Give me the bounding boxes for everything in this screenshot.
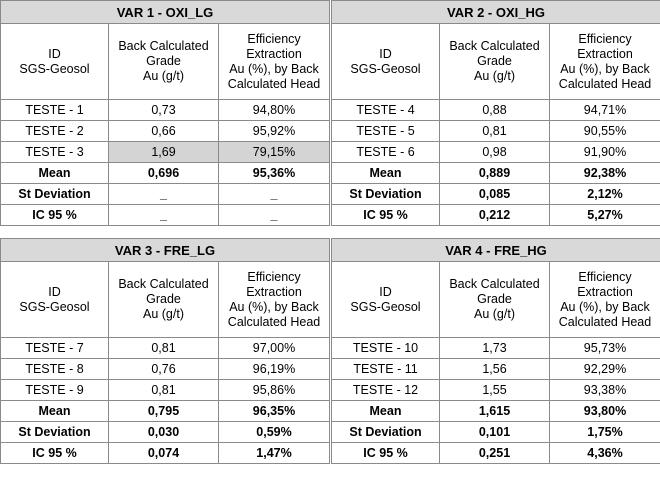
test-id: TESTE - 4: [332, 100, 440, 121]
header-efficiency-line: Efficiency: [247, 269, 301, 284]
stat-label: Mean: [332, 401, 440, 422]
header-efficiency-line: Calculated Head: [227, 76, 321, 91]
stat-row: [332, 422, 660, 443]
stat-grade: 0,795: [109, 401, 219, 422]
header-grade: [109, 24, 219, 100]
grade-value: 1,69: [109, 142, 219, 163]
header-grade-line: Au (g/t): [474, 307, 515, 321]
stat-label: St Deviation: [1, 422, 109, 443]
stat-row: [1, 184, 330, 205]
column-header-row: [332, 262, 660, 338]
header-id-line: ID: [48, 284, 61, 299]
stat-efficiency: _: [219, 184, 330, 205]
stat-grade: 0,212: [440, 205, 550, 226]
panel-4: [331, 238, 660, 464]
header-id: [1, 262, 109, 338]
header-id: [332, 24, 440, 100]
test-id: TESTE - 1: [1, 100, 109, 121]
header-efficiency-line: Calculated Head: [227, 314, 321, 329]
table-row: [332, 121, 660, 142]
header-grade-line: Grade: [146, 292, 181, 306]
stat-grade: _: [109, 184, 219, 205]
stat-efficiency: 2,12%: [550, 184, 660, 205]
header-grade-line: Grade: [146, 54, 181, 68]
stat-label: IC 95 %: [332, 205, 440, 226]
header-efficiency-line: Au (%), by Back: [560, 61, 650, 76]
table-row: [1, 100, 330, 121]
header-grade-line: Back Calculated: [118, 39, 209, 53]
header-grade-line: Back Calculated: [449, 39, 540, 53]
efficiency-value: 94,80%: [219, 100, 330, 121]
stat-row: [332, 184, 660, 205]
stat-efficiency: 5,27%: [550, 205, 660, 226]
stat-grade: 0,101: [440, 422, 550, 443]
stat-row: [1, 443, 330, 464]
header-efficiency: [550, 262, 660, 338]
panel-title-row: [332, 1, 660, 24]
stat-efficiency: 4,36%: [550, 443, 660, 464]
test-id: TESTE - 5: [332, 121, 440, 142]
stat-row: [1, 401, 330, 422]
header-grade: [440, 262, 550, 338]
header-id-line: ID: [379, 46, 392, 61]
stat-label: St Deviation: [332, 184, 440, 205]
efficiency-value: 95,73%: [550, 338, 660, 359]
panel-title: VAR 3 - FRE_LG: [1, 239, 330, 262]
table-row: [332, 142, 660, 163]
header-grade: [109, 262, 219, 338]
header-grade: [440, 24, 550, 100]
header-efficiency-line: Extraction: [577, 284, 633, 299]
header-efficiency-line: Calculated Head: [558, 76, 652, 91]
stat-efficiency: 95,36%: [219, 163, 330, 184]
efficiency-value: 79,15%: [219, 142, 330, 163]
stat-row: [332, 163, 660, 184]
header-grade-line: Grade: [477, 292, 512, 306]
header-grade-line: Au (g/t): [143, 69, 184, 83]
test-id: TESTE - 6: [332, 142, 440, 163]
header-efficiency-line: Au (%), by Back: [560, 299, 650, 314]
header-id-line: SGS-Geosol: [350, 299, 421, 314]
test-id: TESTE - 11: [332, 359, 440, 380]
stat-grade: 1,615: [440, 401, 550, 422]
stat-grade: 0,074: [109, 443, 219, 464]
stat-row: [332, 205, 660, 226]
header-efficiency-line: Extraction: [577, 46, 633, 61]
table-row: [332, 359, 660, 380]
header-id: [1, 24, 109, 100]
table-row: [332, 338, 660, 359]
header-efficiency-line: Au (%), by Back: [229, 299, 319, 314]
table-row: [1, 359, 330, 380]
table-row: [1, 338, 330, 359]
stat-efficiency: 1,47%: [219, 443, 330, 464]
header-id-line: ID: [48, 46, 61, 61]
grade-value: 1,55: [440, 380, 550, 401]
efficiency-value: 91,90%: [550, 142, 660, 163]
table-row: [1, 380, 330, 401]
column-header-row: [1, 262, 330, 338]
header-efficiency-line: Efficiency: [578, 31, 632, 46]
header-efficiency: [219, 262, 330, 338]
table-row: [332, 100, 660, 121]
grade-value: 0,81: [109, 380, 219, 401]
stat-label: IC 95 %: [1, 443, 109, 464]
test-id: TESTE - 8: [1, 359, 109, 380]
stat-label: Mean: [1, 401, 109, 422]
table-row: [1, 142, 330, 163]
efficiency-value: 94,71%: [550, 100, 660, 121]
efficiency-value: 95,86%: [219, 380, 330, 401]
panel-3: [0, 238, 330, 464]
stat-grade: _: [109, 205, 219, 226]
panel-title: VAR 1 - OXI_LG: [1, 1, 330, 24]
header-grade-line: Au (g/t): [474, 69, 515, 83]
panel-title-row: [1, 1, 330, 24]
grade-value: 0,76: [109, 359, 219, 380]
header-efficiency-line: Calculated Head: [558, 314, 652, 329]
header-grade-line: Back Calculated: [118, 277, 209, 291]
grade-value: 0,81: [109, 338, 219, 359]
grade-value: 0,81: [440, 121, 550, 142]
efficiency-value: 90,55%: [550, 121, 660, 142]
test-id: TESTE - 10: [332, 338, 440, 359]
stat-label: IC 95 %: [1, 205, 109, 226]
header-grade-line: Au (g/t): [143, 307, 184, 321]
header-efficiency-line: Extraction: [246, 46, 302, 61]
stat-label: St Deviation: [332, 422, 440, 443]
stat-grade: 0,889: [440, 163, 550, 184]
grade-value: 0,66: [109, 121, 219, 142]
efficiency-value: 95,92%: [219, 121, 330, 142]
test-id: TESTE - 12: [332, 380, 440, 401]
header-id-line: SGS-Geosol: [350, 61, 421, 76]
stat-efficiency: 1,75%: [550, 422, 660, 443]
panel-title: VAR 2 - OXI_HG: [332, 1, 660, 24]
header-grade-line: Back Calculated: [449, 277, 540, 291]
stat-efficiency: 96,35%: [219, 401, 330, 422]
header-id: [332, 262, 440, 338]
header-efficiency: [550, 24, 660, 100]
test-id: TESTE - 9: [1, 380, 109, 401]
header-id-line: SGS-Geosol: [19, 61, 90, 76]
stat-efficiency: _: [219, 205, 330, 226]
header-grade-line: Grade: [477, 54, 512, 68]
grade-value: 0,88: [440, 100, 550, 121]
stat-row: [332, 401, 660, 422]
stat-row: [1, 163, 330, 184]
grade-value: 0,98: [440, 142, 550, 163]
column-header-row: [332, 24, 660, 100]
stat-efficiency: 93,80%: [550, 401, 660, 422]
stat-row: [1, 422, 330, 443]
table-row: [1, 121, 330, 142]
test-id: TESTE - 7: [1, 338, 109, 359]
stat-grade: 0,030: [109, 422, 219, 443]
header-efficiency: [219, 24, 330, 100]
test-id: TESTE - 2: [1, 121, 109, 142]
stat-grade: 0,085: [440, 184, 550, 205]
header-id-line: ID: [379, 284, 392, 299]
efficiency-value: 93,38%: [550, 380, 660, 401]
panel-title: VAR 4 - FRE_HG: [332, 239, 660, 262]
stat-efficiency: 92,38%: [550, 163, 660, 184]
grade-value: 1,73: [440, 338, 550, 359]
panel-1: [0, 0, 330, 226]
panel-title-row: [332, 239, 660, 262]
header-efficiency-line: Au (%), by Back: [229, 61, 319, 76]
stat-label: Mean: [1, 163, 109, 184]
test-id: TESTE - 3: [1, 142, 109, 163]
stat-label: Mean: [332, 163, 440, 184]
grade-value: 1,56: [440, 359, 550, 380]
efficiency-value: 92,29%: [550, 359, 660, 380]
header-efficiency-line: Extraction: [246, 284, 302, 299]
panel-title-row: [1, 239, 330, 262]
efficiency-value: 97,00%: [219, 338, 330, 359]
column-header-row: [1, 24, 330, 100]
stat-row: [1, 205, 330, 226]
stat-grade: 0,251: [440, 443, 550, 464]
stat-label: IC 95 %: [332, 443, 440, 464]
stat-label: St Deviation: [1, 184, 109, 205]
panel-2: [331, 0, 660, 226]
stat-efficiency: 0,59%: [219, 422, 330, 443]
efficiency-value: 96,19%: [219, 359, 330, 380]
stat-row: [332, 443, 660, 464]
stat-grade: 0,696: [109, 163, 219, 184]
header-efficiency-line: Efficiency: [578, 269, 632, 284]
header-efficiency-line: Efficiency: [247, 31, 301, 46]
grade-value: 0,73: [109, 100, 219, 121]
header-id-line: SGS-Geosol: [19, 299, 90, 314]
table-row: [332, 380, 660, 401]
